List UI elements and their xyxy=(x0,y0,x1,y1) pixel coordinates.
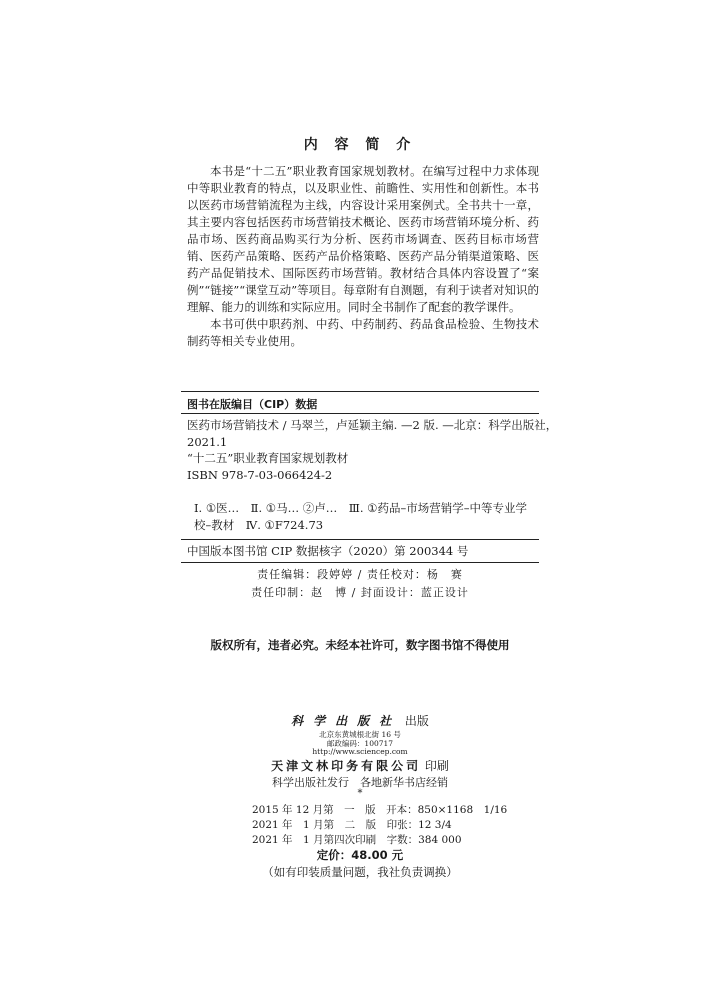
cip-classification: Ⅰ. ①医… Ⅱ. ①马… ②卢… Ⅲ. ①药品–市场营销学–中等专业学校–教材 Ⅳ. ①F724.73 xyxy=(194,501,527,532)
cip-lower-rule xyxy=(181,539,539,540)
publisher-name: 科学出版社 xyxy=(291,714,402,728)
staff-line-editors: 责任编辑：段婷婷 / 责任校对：杨 赛 xyxy=(257,568,463,581)
printer-name: 天津文林印务有限公司 xyxy=(271,759,422,773)
cip-top-rule xyxy=(181,391,539,392)
publisher-url: http://www.sciencep.com xyxy=(312,747,408,756)
edition-line-1: 2015 年 12 月第 一 版 开本：850×1168 1/16 xyxy=(252,804,508,816)
printer-line xyxy=(0,757,720,774)
edition-line-3: 2021 年 1 月第四次印刷 字数：384 000 xyxy=(252,834,462,846)
summary-paragraph-2: 本书可供中职药剂、中药、中药制药、药品食品检验、生物技术制药等相关专业使用。 xyxy=(187,317,539,348)
publisher-postcode: 邮政编码：100717 xyxy=(326,739,394,748)
separator-star: * xyxy=(357,788,363,799)
publisher-line xyxy=(0,712,720,729)
cip-year-line: 2021.1 xyxy=(187,434,228,449)
cip-header-rule xyxy=(181,413,539,414)
cip-csn: 中国版本图书馆 CIP 数据核字（2020）第 200344 号 xyxy=(187,544,469,558)
cip-isbn-line: ISBN 978-7-03-066424-2 xyxy=(187,467,333,482)
staff-line-print: 责任印制：赵 博 / 封面设计：蓝正设计 xyxy=(251,586,469,599)
content-summary xyxy=(187,163,539,350)
edition-line-2: 2021 年 1 月第 二 版 印张：12 3/4 xyxy=(252,819,452,831)
price-label: 定价：48.00 元 xyxy=(316,848,404,862)
quality-note: （如有印装质量问题，我社负责调换） xyxy=(262,865,458,879)
publisher-address: 北京东黄城根北街 16 号 xyxy=(319,730,401,739)
publisher-suffix: 出版 xyxy=(404,714,429,728)
cip-series-line: “十二五”职业教育国家规划教材 xyxy=(187,451,349,465)
page-title: 内 容 简 介 xyxy=(303,137,417,153)
cip-bottom-rule xyxy=(181,562,539,563)
copyright-notice: 版权所有，违者必究。未经本社许可，数字图书馆不得使用 xyxy=(210,638,510,652)
cip-record xyxy=(187,417,558,483)
cip-header: 图书在版编目（CIP）数据 xyxy=(187,398,318,411)
summary-paragraph-1: 本书是“十二五”职业教育国家规划教材。在编写过程中力求体现中等职业教育的特点，以及职业性、前瞻性、实用性和创新性。本书以医药市场营销流程为主线，内容设计采用案例式。全书共十一章，其主要内容包括医药市场营销技术概论、医药市场营销环境分析、药品市场、医药商品购买行为分析、医药市场调查、医药目标市场营销、医药产品策略、医药产品价格策略、医药产品分销渠道策略、医药产品促销技术、国际医药市场营销。教材结合具体内容设置了“案例”“链接”“课堂互动”等项目。每章附有自测题，有利于读者对知识的理解、能力的训练和实际应用。同时全书制作了配套的教学课件。 xyxy=(187,164,539,314)
cip-title-line: 医药市场营销技术 / 马翠兰，卢延颖主编. —2 版. —北京：科学出版社， xyxy=(187,418,558,432)
printer-suffix: 印刷 xyxy=(424,759,449,773)
distribution-line: 科学出版社发行 各地新华书店经销 xyxy=(272,776,448,789)
